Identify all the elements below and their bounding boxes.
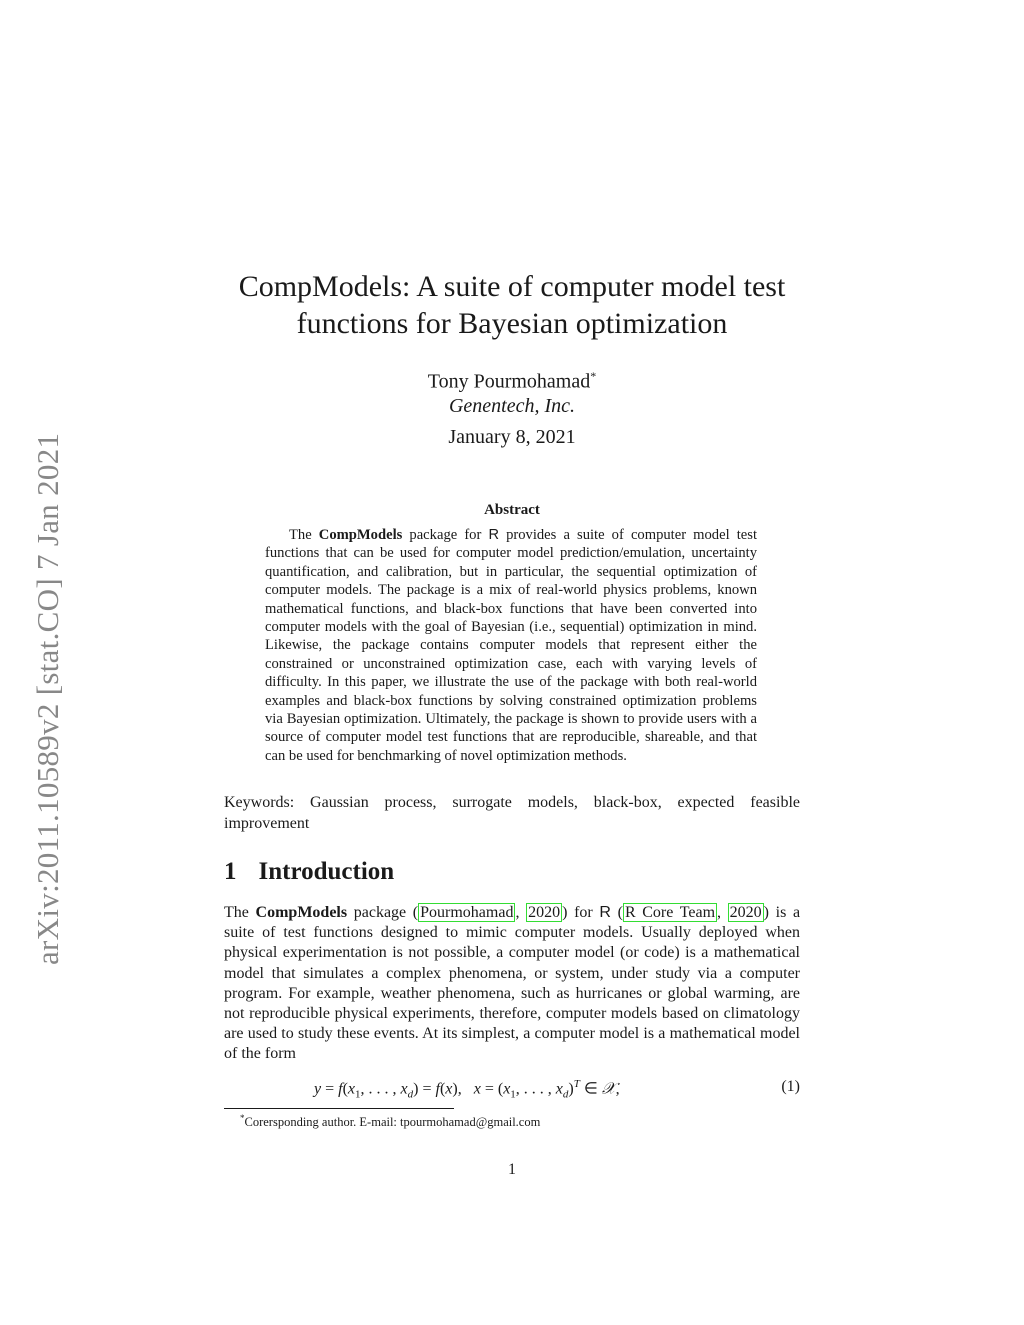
- page-number: 1: [508, 1161, 516, 1178]
- footnote-text: Corersponding author. E-mail: tpourmohamad@gmail.com: [244, 1115, 541, 1130]
- citation-link-year[interactable]: 2020: [729, 904, 762, 921]
- section-title: Introduction: [258, 858, 395, 885]
- abstract-text: The CompModels package for R provides a suite of computer model test functions that can be used for computer model prediction/emulation, uncertainty quantification, and calibration, but in particular, the sequential optimization of computer models. The package is a mix of real-world physics problems, known mathematical functions, and black-box functions that have been converted into computer models with the goal of Bayesian (i.e., sequential) optimization in mind. Likewise, the package contains computer models that represent either the constrained or unconstrained optimization case, each with varying levels of difficulty. In this paper, we illustrate the use of the package with both real-world examples and black-box functions by solving constrained optimization problems via Bayesian optimization. Ultimately, the package is shown to provide users with a source of computer model test functions that are reproducible, shareable, and that can be used for benchmarking of novel optimization methods.: [265, 527, 757, 764]
- citation-link-year[interactable]: 2020: [528, 904, 561, 921]
- title-line-1: CompModels: A suite of computer model test: [238, 270, 786, 303]
- arxiv-side-stamp[interactable]: arXiv:2011.10589v2 [stat.CO] 7 Jan 2021: [30, 432, 65, 965]
- equation-number: (1): [781, 1078, 800, 1095]
- footnote: [240, 1113, 540, 1130]
- section-number: 1: [224, 858, 237, 885]
- author-block: [300, 364, 724, 418]
- package-name: CompModels: [318, 527, 403, 543]
- language-name: R: [488, 527, 499, 543]
- author-name: Tony Pourmohamad: [427, 370, 591, 393]
- equation-1: [224, 1078, 800, 1102]
- paper-date: January 8, 2021: [448, 426, 576, 448]
- citation-link-author[interactable]: Pourmohamad: [420, 904, 514, 921]
- paper-title: [200, 268, 824, 342]
- introduction-paragraph: The CompModels package ( Pourmohamad , 2020 ) for R ( R Core Team , 2020 ) is a suite of test functions designed to mimic computer models. Usually deployed when physical experimentation is not possible, a computer model (or code) is a mathematical model that simulates a complex phenomena, or system, under study via a computer program. For example, weather phenomena, such as hurricanes or global warming, are not reproducible physical experiments, therefore, computer models based on climatology are used to study these events. At its simplest, a computer model is a mathematical model of the form: [224, 904, 801, 1063]
- footnote-divider: [224, 1108, 454, 1109]
- author-footnote-mark[interactable]: *: [590, 369, 597, 383]
- affiliation: Genentech, Inc.: [448, 394, 576, 417]
- abstract-heading: Abstract: [484, 502, 540, 518]
- keywords: Keywords: Gaussian process, surrogate models, black-box, expected feasible improvement: [224, 794, 800, 832]
- citation-link-author[interactable]: R Core Team: [624, 904, 716, 921]
- equation-expression: $y = f(x_1$, . . . , $x_d) = f(x)$, $x = (x_1$, . . . , $x_d)^T$ ∈ 𝒳,: [314, 1078, 620, 1101]
- section-heading-introduction: [224, 858, 394, 886]
- language-name: R: [599, 904, 611, 921]
- title-line-2: functions for Bayesian optimization: [296, 307, 728, 340]
- footnote-mark: *: [240, 1113, 245, 1123]
- package-name: CompModels: [255, 904, 348, 921]
